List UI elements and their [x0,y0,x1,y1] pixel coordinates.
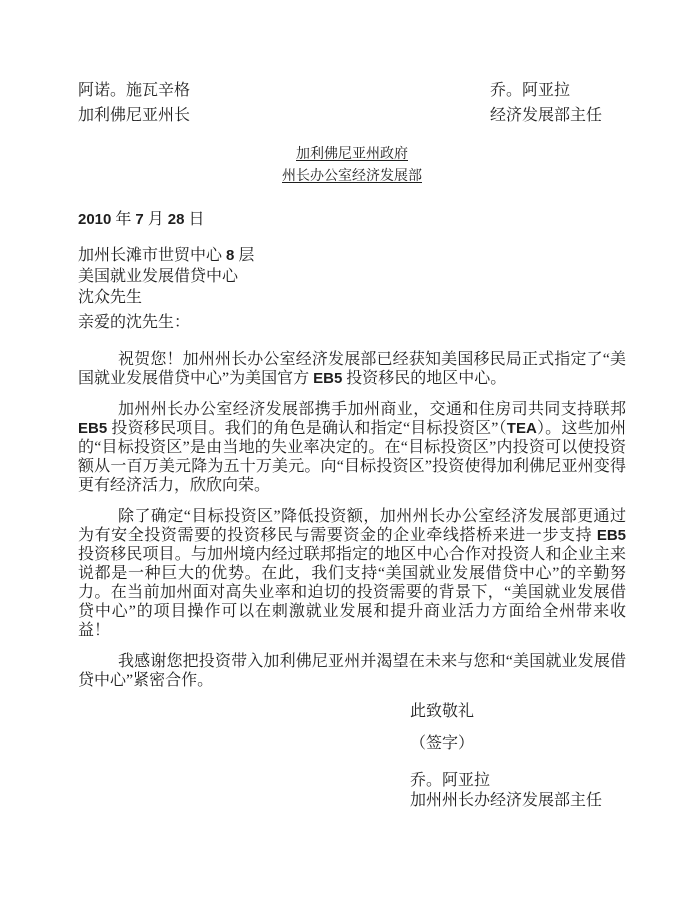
letterhead-department-line: 州长办公室经济发展部 [282,169,422,184]
recipient-block [78,245,626,308]
letter-header [78,78,626,128]
sender-right-name: 乔。阿亚拉 [490,82,571,99]
body-paragraph-3: 除了确定“目标投资区”降低投资额，加州州长办公室经济发展部更通过为有安全投资需要的投资移民与需要资金的企业牵线搭桥来进一步支持 EB5 投资移民项目。与加州境内经过联邦指定的地区中心合作对投资人和企业主来说都是一种巨大的优势。在此，我们支持“美国就业发展借贷中心”的辛勤努力。在当前加州面对高失业率和迫切的投资需要的背景下，“美国就业发展借贷中心”的项目操作可以在刺激就业发展和提升商业活力方面给全州带来收益！ [78,508,626,639]
recipient-organization: 美国就业发展借贷中心 [78,268,239,285]
signature-placeholder: （签字） [410,735,475,752]
signer-name: 乔。阿亚拉 [410,772,491,789]
sender-left-name: 阿诺。施瓦辛格 [78,82,191,99]
recipient-person: 沈众先生 [78,289,143,306]
salutation: 亲爱的沈先生： [78,314,191,331]
letterhead-government-line: 加利佛尼亚州政府 [296,147,408,162]
closing-regards: 此致敬礼 [410,703,475,720]
body-paragraph-2: 加州州长办公室经济发展部携手加州商业，交通和住房司共同支持联邦 EB5 投资移民项目。我们的角色是确认和指定“目标投资区”（TEA）。这些加州的“目标投资区”是由当地的失业率决定的。在“目标投资区”内投资可以使投资额从一百万美元降为五十万美元。向“目标投资区”投资使得加利佛尼亚州变得更有经济活力，欣欣向荣。 [78,401,626,494]
body-paragraph-1: 祝贺您！加州州长办公室经济发展部已经获知美国移民局正式指定了“美国就业发展借贷中心”为美国官方 EB5 投资移民的地区中心。 [78,351,626,387]
sender-left-title: 加利佛尼亚州长 [78,107,191,124]
letter-date: 2010 年 7 月 28 日 [78,211,205,228]
closing-block [410,702,626,811]
sender-right-block [490,78,626,128]
body-paragraph-4: 我感谢您把投资带入加利佛尼亚州并渴望在未来与您和“美国就业发展借贷中心”紧密合作。 [78,653,626,689]
signer-title: 加州州长办经济发展部主任 [410,792,603,809]
sender-right-title: 经济发展部主任 [490,107,603,124]
signer-block [410,771,626,811]
letterhead [78,144,626,188]
sender-left-block [78,78,190,128]
recipient-address: 加州长滩市世贸中心 8 层 [78,247,255,264]
